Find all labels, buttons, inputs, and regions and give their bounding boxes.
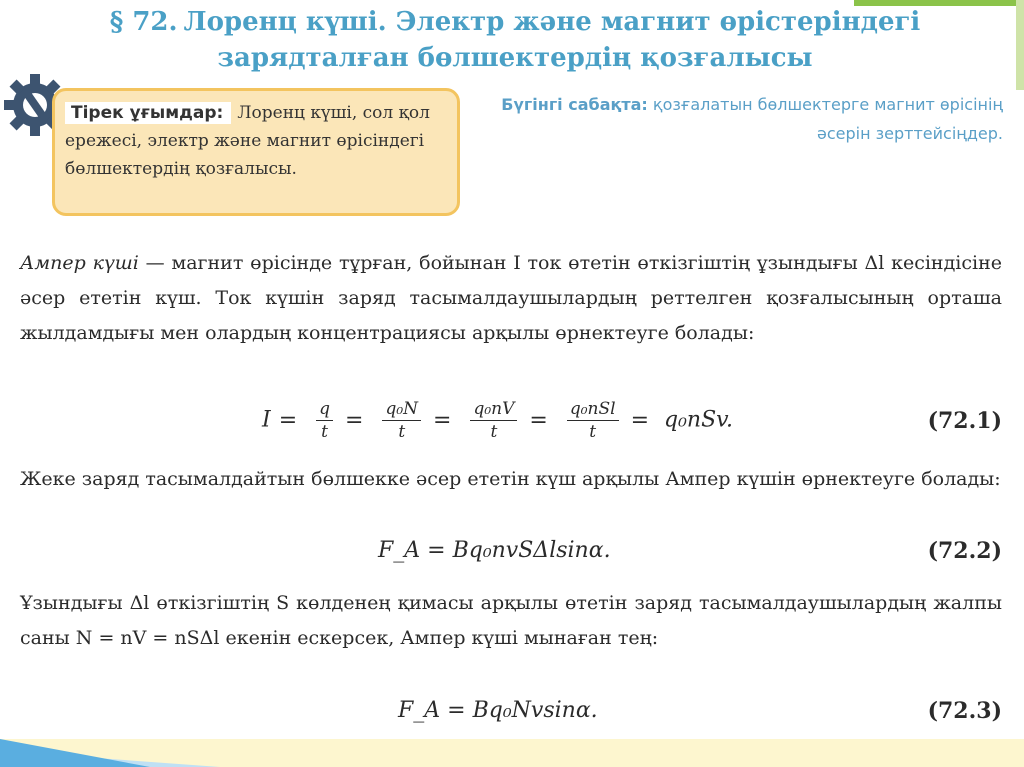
formula-72-1: I = $\frac{q}{t}$ = $\frac{\text{q₀N}}{t}$ = $\frac{\text{q₀nV}}{t}$ = $\frac{\text{q₀nSl}}{t}$ = q₀nSv. bbox=[262, 399, 733, 442]
fraction bbox=[470, 398, 517, 443]
paragraph-text: Жеке заряд тасымалдайтын бөлшекке әсер ететін күш арқылы Ампер күшін өрнектеуге болады: bbox=[20, 468, 1001, 490]
fraction bbox=[567, 398, 619, 443]
key-concepts-text: Лоренц күші, сол қол ережесі, электр және магнит өрісіндегі бөлшектердің қозғалысы. bbox=[65, 103, 430, 179]
paragraph-single-charge bbox=[20, 462, 1002, 497]
numerator: q bbox=[316, 398, 333, 421]
fraction bbox=[382, 398, 421, 443]
page-title bbox=[20, 4, 1010, 76]
bottom-wave bbox=[0, 739, 150, 767]
fraction bbox=[316, 398, 333, 443]
numerator: q₀nSl bbox=[567, 398, 619, 421]
paragraph-text: Ұзындығы Δl өткізгіштің S көлденең қимасы арқылы өтетін заряд тасымалдаушылардың жалпы саны N = nV = nSΔl екенін ескерсек, Ампер күші мынаған тең: bbox=[20, 592, 1002, 649]
key-concepts-box bbox=[52, 88, 460, 216]
formula-72-3: F_A = Bq₀Nvsinα. bbox=[398, 698, 598, 723]
paragraph-text: — магнит өрісінде тұрған, бойынан I ток өтетін өткізгіштің ұзындығы Δl кесіндісіне әсер ететін күш. Ток күшін заряд тасымалдаушылардың реттелген қозғалысының орташа жылдамдығы мен олардың концентрациясы арқылы өрнектеуге болады: bbox=[20, 252, 1002, 344]
key-concepts-label: Тірек ұғымдар: bbox=[65, 102, 231, 124]
paragraph-total-carriers bbox=[20, 586, 1002, 656]
denominator: t bbox=[321, 422, 328, 442]
formula-72-2: F_A = Bq₀nvSΔlsinα. bbox=[378, 538, 611, 563]
equation-number: (72.1) bbox=[927, 408, 1002, 434]
lesson-goal-label: Бүгінгі сабақта: bbox=[501, 95, 648, 114]
accent-side-bar bbox=[1016, 0, 1024, 90]
lesson-goal bbox=[478, 90, 1003, 148]
formula-term: I bbox=[262, 407, 271, 433]
paragraph-ampere-force bbox=[20, 246, 1002, 351]
equation-number: (72.2) bbox=[927, 538, 1002, 564]
equation-number: (72.3) bbox=[927, 698, 1002, 724]
denominator: t bbox=[490, 422, 498, 442]
denominator: t bbox=[398, 422, 406, 442]
term-ampere-force: Ампер күші bbox=[20, 252, 139, 274]
numerator: q₀nV bbox=[470, 398, 517, 421]
formula-term: q₀nSv. bbox=[664, 407, 733, 433]
denominator: t bbox=[589, 422, 597, 442]
section-number: § 72. bbox=[109, 7, 178, 37]
section-title: Лоренц күші. Электр және магнит өрістеріндегі зарядталған бөлшектердің қозғалысы bbox=[183, 7, 921, 73]
lesson-goal-text: қозғалатын бөлшектерге магнит өрісінің әсерін зерттейсіңдер. bbox=[652, 95, 1003, 143]
numerator: q₀N bbox=[382, 398, 421, 421]
